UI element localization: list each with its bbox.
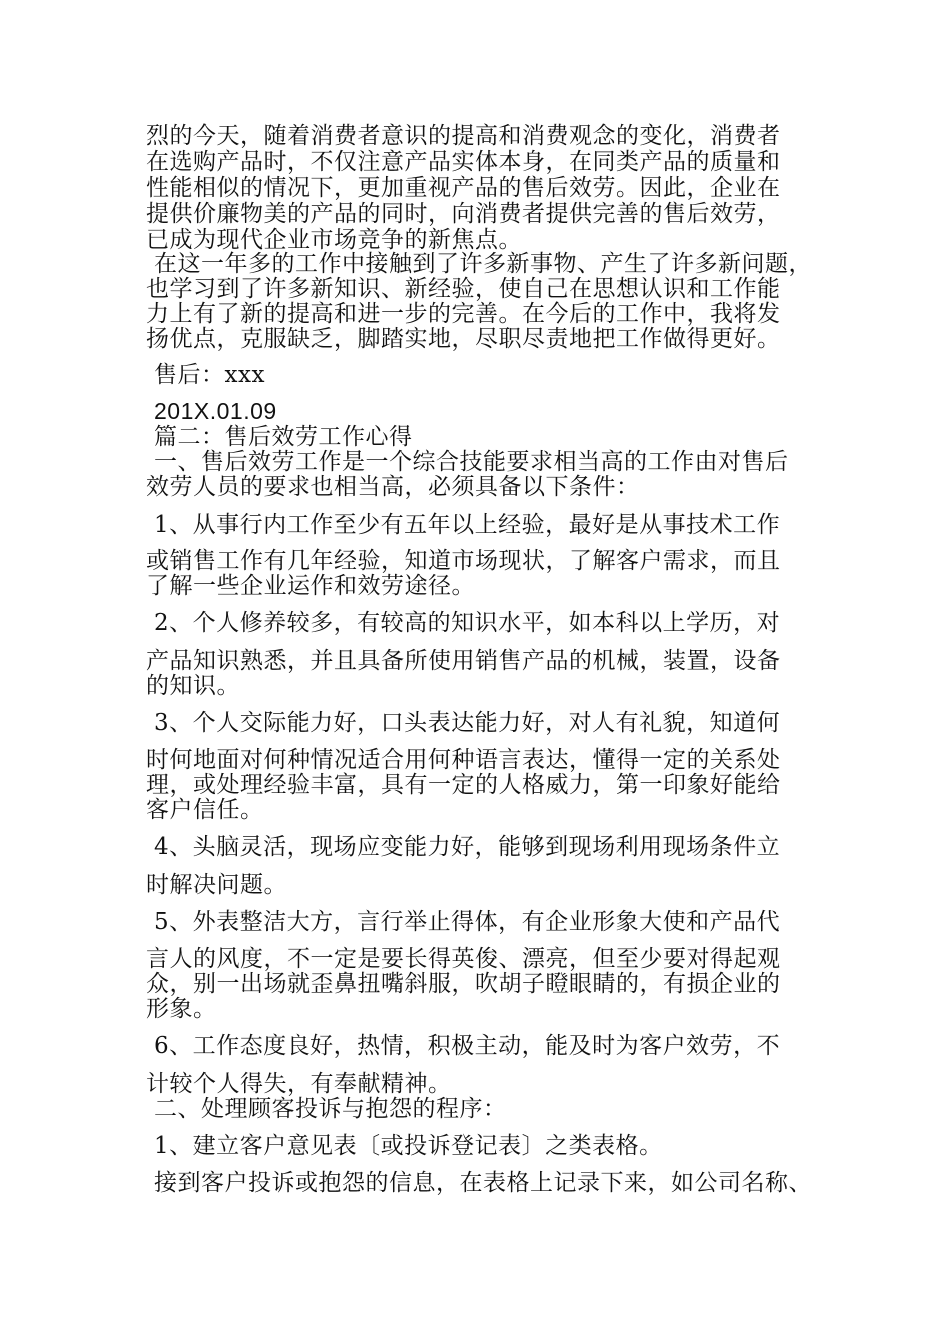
text-line: 在选购产品时，不仅注意产品实体本身，在同类产品的质量和 (146, 149, 781, 175)
text-line: 扬优点，克服缺乏，脚踏实地，尽职尽责地把工作做得更好。 (146, 326, 781, 352)
text-line: 力上有了新的提高和进一步的完善。在今后的工作中，我将发 (146, 301, 781, 327)
text-line: 的知识。 (146, 673, 240, 699)
text-line: 理，或处理经验丰富，具有一定的人格威力，第一印象好能给 (146, 772, 781, 798)
text-line: 时解决问题。 (146, 872, 287, 898)
text-line: 性能相似的情况下，更加重视产品的售后效劳。因此，企业在 (146, 175, 781, 201)
text-line: 接到客户投诉或抱怨的信息，在表格上记录下来，如公司名称、 (154, 1170, 812, 1196)
text-line: 或销售工作有几年经验，知道市场现状，了解客户需求，而且 (146, 548, 781, 574)
list-item: 6、工作态度良好，热情，积极主动，能及时为客户效劳，不 (154, 1033, 781, 1059)
list-item: 3、个人交际能力好，口头表达能力好，对人有礼貌，知道何 (154, 710, 781, 736)
list-item: 5、外表整洁大方，言行举止得体，有企业形象大使和产品代 (154, 909, 781, 935)
text-line: 客户信任。 (146, 797, 264, 823)
text-line: 效劳人员的要求也相当高，必须具备以下条件： (146, 474, 640, 500)
text-line: 在这一年多的工作中接触到了许多新事物、产生了许多新问题， (154, 251, 812, 277)
section-heading: 篇二：售后效劳工作心得 (154, 424, 413, 450)
text-line: 一、售后效劳工作是一个综合技能要求相当高的工作由对售后 (154, 449, 789, 475)
text-line: 时何地面对何种情况适合用何种语言表达，懂得一定的关系处 (146, 747, 781, 773)
text-line: 提供价廉物美的产品的同时，向消费者提供完善的售后效劳， (146, 201, 781, 227)
text-line: 众，别一出场就歪鼻扭嘴斜服，吹胡子瞪眼睛的，有损企业的 (146, 971, 781, 997)
text-line: 已成为现代企业市场竞争的新焦点。 (146, 227, 522, 253)
list-item: 2、个人修养较多，有较高的知识水平，如本科以上学历，对 (154, 610, 781, 636)
text-line: 言人的风度，不一定是要长得英俊、漂亮，但至少要对得起观 (146, 946, 781, 972)
text-line: 产品知识熟悉，并且具备所使用销售产品的机械，装置，设备 (146, 648, 781, 674)
list-item: 4、头脑灵活，现场应变能力好，能够到现场利用现场条件立 (154, 834, 781, 860)
list-item: 1、从事行内工作至少有五年以上经验，最好是从事技术工作 (154, 512, 781, 538)
text-line: 计较个人得失，有奉献精神。 (146, 1071, 452, 1097)
section-heading: 二、处理顾客投诉与抱怨的程序： (154, 1096, 507, 1122)
text-line: 了解一些企业运作和效劳途径。 (146, 573, 475, 599)
date-line: 201X.01.09 (154, 398, 277, 424)
text-line: 形象。 (146, 996, 217, 1022)
list-item: 1、建立客户意见表〔或投诉登记表〕之类表格。 (154, 1133, 663, 1159)
signature-line: 售后：xxx (154, 362, 265, 388)
text-line: 也学习到了许多新知识、新经验，使自己在思想认识和工作能 (146, 276, 781, 302)
text-line: 烈的今天，随着消费者意识的提高和消费观念的变化，消费者 (146, 123, 781, 149)
